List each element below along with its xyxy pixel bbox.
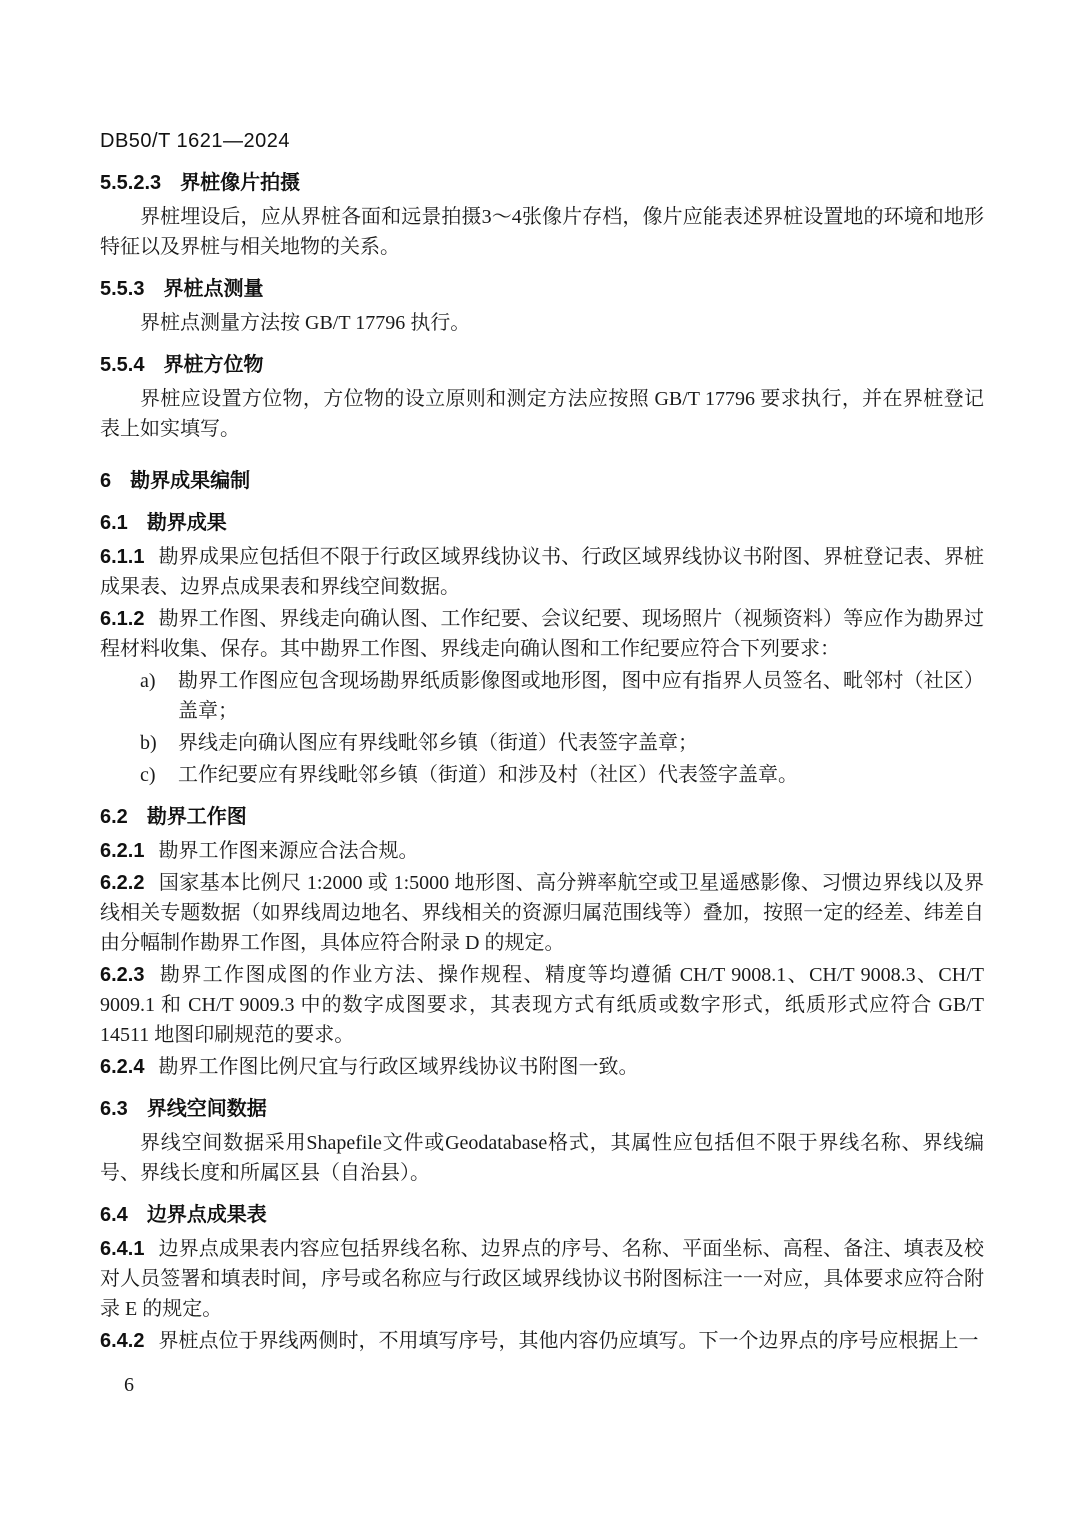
clause-text: 勘界工作图比例尺宜与行政区域界线协议书附图一致。 [158, 1056, 639, 1078]
heading-number: 5.5.3 [100, 278, 145, 300]
clause-text: 勘界工作图、界线走向确认图、工作纪要、会议纪要、现场照片（视频资料）等应作为勘界过程材料收集、保存。其中勘界工作图、界线走向确认图和工作纪要应符合下列要求： [100, 608, 984, 660]
clause-6-2-2 [100, 868, 984, 958]
clause-6-4-2 [100, 1326, 984, 1356]
heading-title: 勘界成果编制 [130, 470, 251, 492]
paragraph-5-5-2-3: 界桩埋设后，应从界桩各面和远景拍摄3～4张像片存档，像片应能表述界桩设置地的环境和地形特征以及界桩与相关地物的关系。 [100, 206, 984, 258]
heading-title: 界线空间数据 [146, 1098, 267, 1120]
list-item-text: 勘界工作图应包含现场勘界纸质影像图或地形图，图中应有指界人员签名、毗邻村（社区）盖章； [178, 670, 984, 722]
clause-6-1-1 [100, 542, 984, 602]
heading-title: 界桩方位物 [163, 354, 264, 376]
clause-number: 6.2.1 [100, 840, 145, 862]
clause-6-4-1 [100, 1234, 984, 1324]
clause-number: 6.1.2 [100, 608, 145, 630]
heading-number: 6.1 [100, 512, 128, 534]
clause-number: 6.2.3 [100, 964, 145, 986]
clause-number: 6.2.4 [100, 1056, 145, 1078]
paragraph-5-5-3: 界桩点测量方法按 GB/T 17796 执行。 [140, 312, 471, 334]
heading-5-5-3 [100, 274, 984, 304]
clause-6-1-2 [100, 604, 984, 664]
clause-number: 6.2.2 [100, 872, 145, 894]
clause-text: 勘界工作图来源应合法合规。 [158, 840, 419, 862]
page-number: 6 [124, 1374, 134, 1396]
heading-number: 5.5.2.3 [100, 172, 162, 194]
heading-title: 界桩点测量 [163, 278, 264, 300]
clause-number: 6.4.2 [100, 1330, 145, 1352]
list-item-text: 界线走向确认图应有界线毗邻乡镇（街道）代表签字盖章； [178, 732, 698, 754]
clause-6-2-1 [100, 836, 984, 866]
heading-6-1 [100, 508, 984, 538]
list-item-c [100, 760, 984, 790]
heading-5-5-2-3 [100, 168, 984, 198]
paragraph-5-5-4: 界桩应设置方位物，方位物的设立原则和测定方法应按照 GB/T 17796 要求执行，并在界桩登记表上如实填写。 [100, 388, 984, 440]
heading-6-2 [100, 802, 984, 832]
heading-number: 6 [100, 470, 112, 492]
clause-number: 6.1.1 [100, 546, 145, 568]
heading-number: 5.5.4 [100, 354, 145, 376]
heading-6-3 [100, 1094, 984, 1124]
document-code-header: DB50/T 1621—2024 [100, 130, 290, 152]
list-item-text: 工作纪要应有界线毗邻乡镇（街道）和涉及村（社区）代表签字盖章。 [178, 764, 798, 786]
list-marker: b) [140, 732, 157, 754]
list-marker: a) [140, 670, 156, 692]
heading-chapter-6 [100, 466, 984, 496]
list-item-a [100, 666, 984, 726]
clause-text: 勘界工作图成图的作业方法、操作规程、精度等均遵循 CH/T 9008.1、CH/T 9008.3、CH/T 9009.1 和 CH/T 9009.3 中的数字成图要求，其表现方式有纸质或数字形式，纸质形式应符合 GB/T 14511 地图印刷规范的要求。 [100, 964, 984, 1046]
clause-6-2-4 [100, 1052, 984, 1082]
clause-number: 6.4.1 [100, 1238, 145, 1260]
clause-text: 边界点成果表内容应包括界线名称、边界点的序号、名称、平面坐标、高程、备注、填表及校对人员签署和填表时间，序号或名称应与行政区域界线协议书附图标注一一对应，具体要求应符合附录 E 的规定。 [100, 1238, 984, 1320]
paragraph-6-3: 界线空间数据采用Shapefile文件或Geodatabase格式，其属性应包括但不限于界线名称、界线编号、界线长度和所属区县（自治县）。 [100, 1132, 984, 1184]
heading-title: 勘界成果 [146, 512, 227, 534]
heading-title: 界桩像片拍摄 [180, 172, 301, 194]
heading-6-4 [100, 1200, 984, 1230]
heading-number: 6.3 [100, 1098, 128, 1120]
clause-text: 勘界成果应包括但不限于行政区域界线协议书、行政区域界线协议书附图、界桩登记表、界桩成果表、边界点成果表和界线空间数据。 [100, 546, 984, 598]
heading-number: 6.4 [100, 1204, 128, 1226]
heading-title: 边界点成果表 [146, 1204, 267, 1226]
heading-title: 勘界工作图 [146, 806, 247, 828]
clause-text: 国家基本比例尺 1:2000 或 1:5000 地形图、高分辨率航空或卫星遥感影像、习惯边界线以及界线相关专题数据（如界线周边地名、界线相关的资源归属范围线等）叠加，按照一定的经差、纬差自由分幅制作勘界工作图，具体应符合附录 D 的规定。 [100, 872, 984, 954]
list-item-b [100, 728, 984, 758]
clause-text: 界桩点位于界线两侧时，不用填写序号，其他内容仍应填写。下一个边界点的序号应根据上一 [158, 1330, 979, 1352]
list-marker: c) [140, 764, 156, 786]
clause-6-2-3 [100, 960, 984, 1050]
heading-5-5-4 [100, 350, 984, 380]
heading-number: 6.2 [100, 806, 128, 828]
